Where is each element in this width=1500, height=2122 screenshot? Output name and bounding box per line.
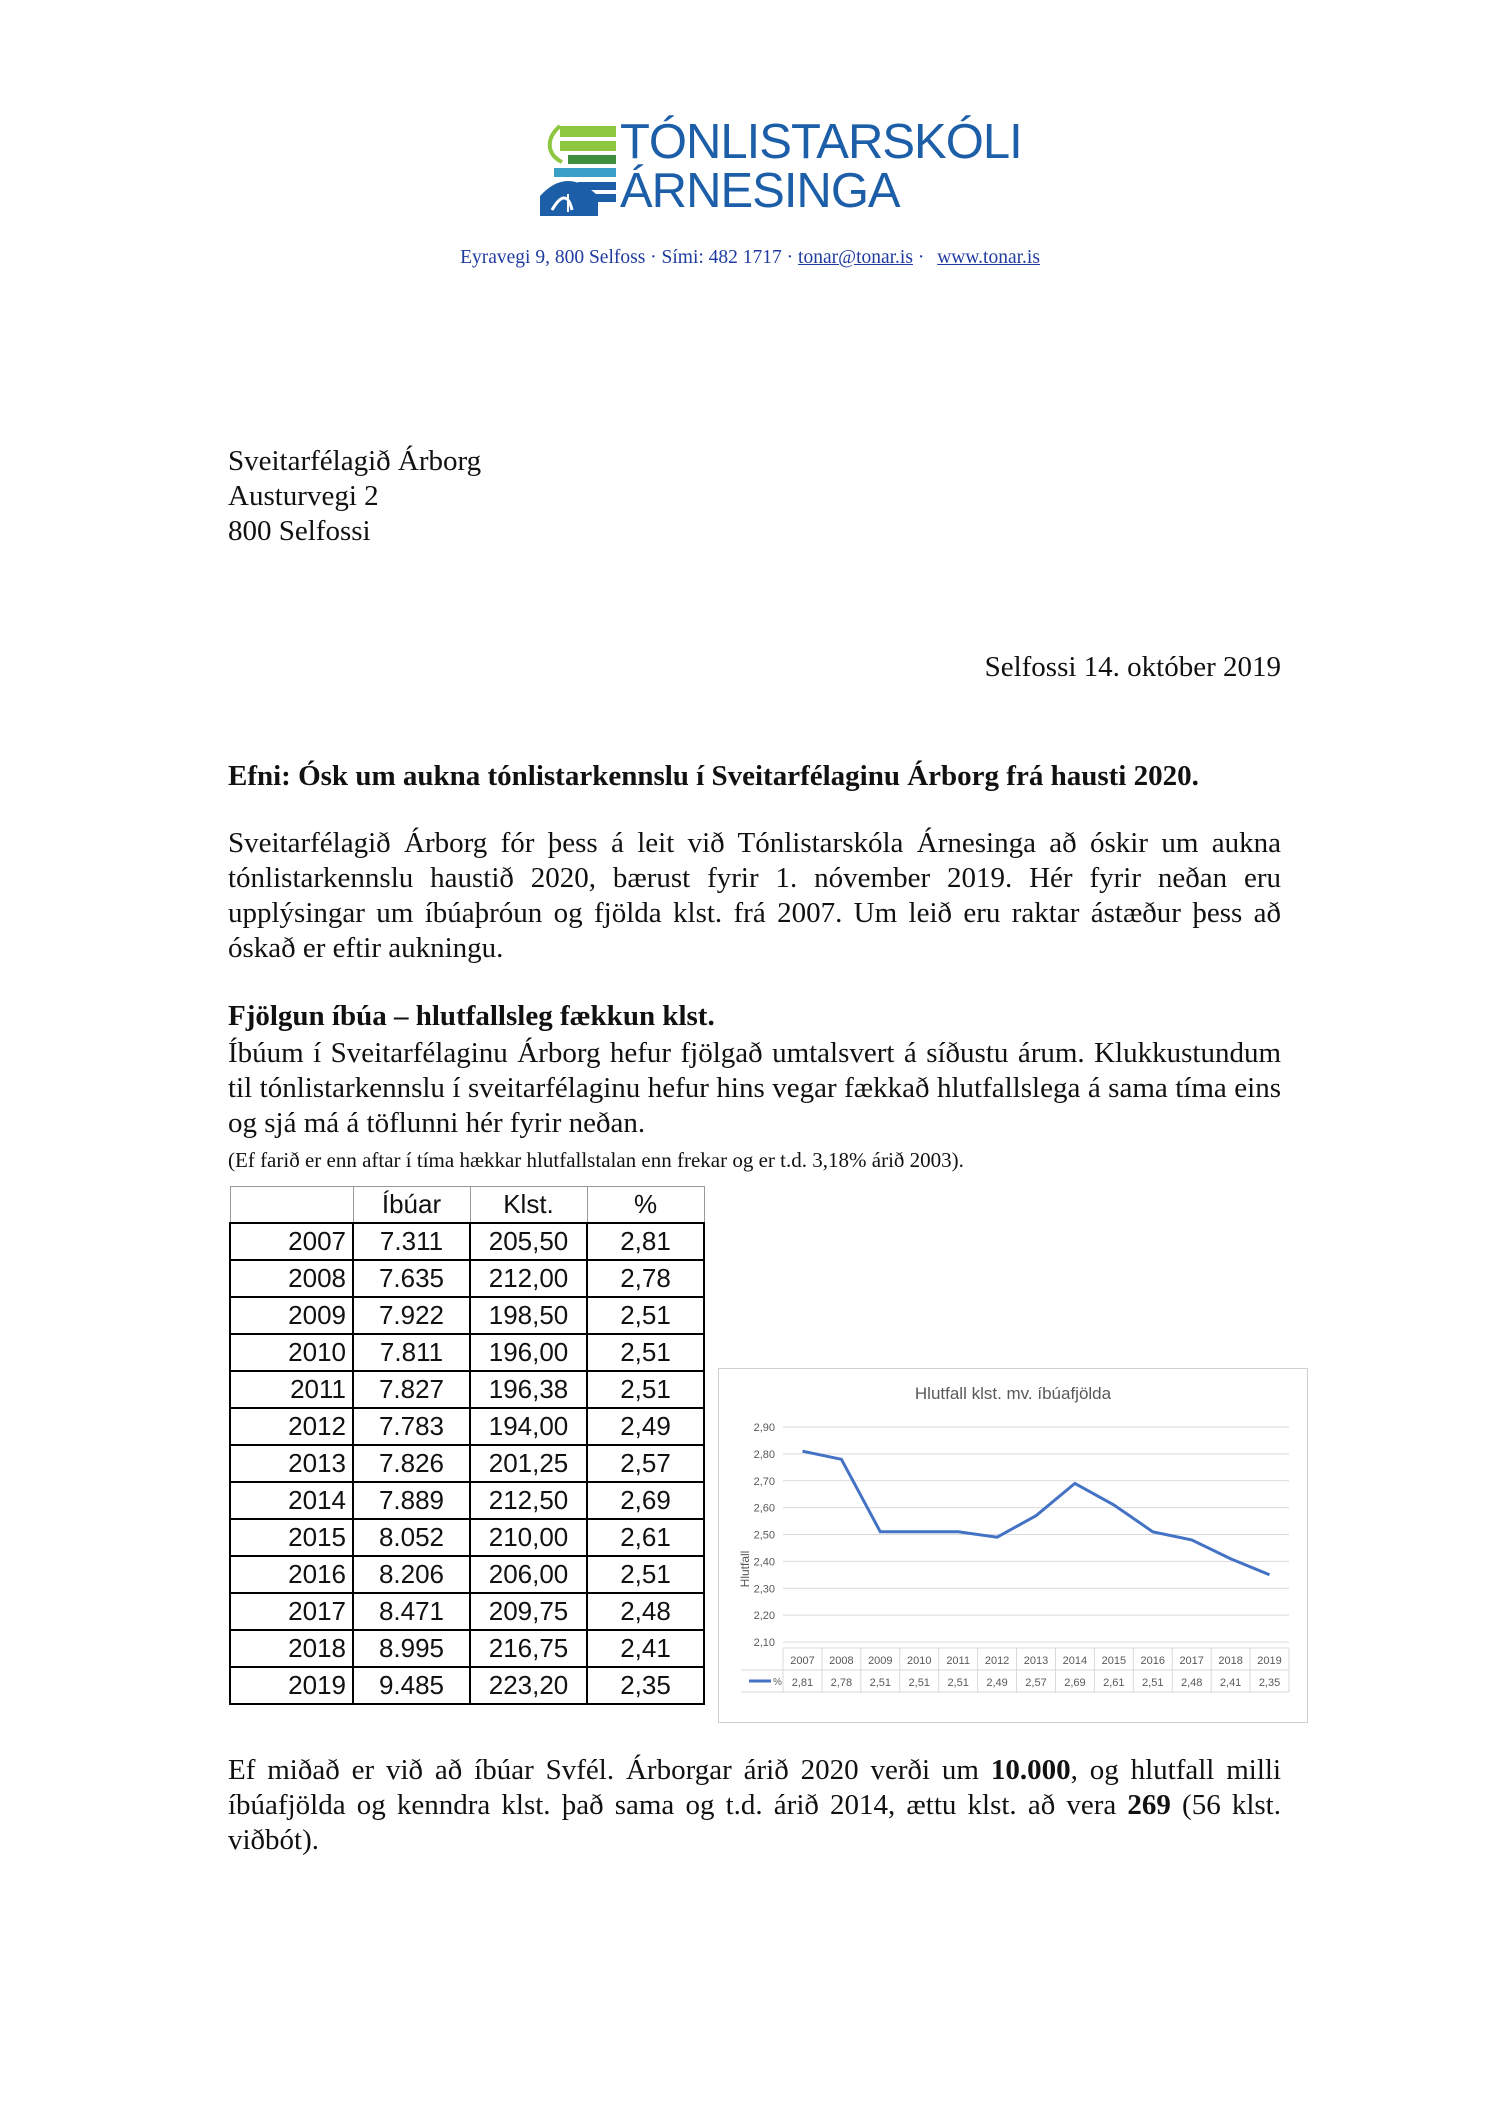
chart-data-label: 2,51 — [869, 1677, 892, 1689]
school-logo — [538, 115, 1022, 224]
table-cell-percent: 2,69 — [587, 1482, 704, 1519]
conclusion-population: 10.000 — [990, 1754, 1071, 1786]
table-cell-year: 2012 — [230, 1408, 353, 1445]
table-cell-year: 2007 — [230, 1223, 353, 1260]
table-header-year — [230, 1187, 353, 1224]
chart-ytick-label: 2,10 — [753, 1637, 775, 1649]
chart-ytick-label: 2,30 — [753, 1583, 775, 1596]
chart-xtick-label: 2008 — [829, 1655, 854, 1667]
table-row — [230, 1408, 704, 1445]
table-cell-percent: 2,51 — [587, 1297, 704, 1334]
website-link[interactable]: www.tonar.is — [937, 247, 1040, 268]
chart-xtick-label: 2014 — [1062, 1655, 1088, 1667]
chart-series-line — [803, 1451, 1270, 1575]
chart-xtick-label: 2016 — [1140, 1655, 1166, 1667]
table-cell-year: 2011 — [230, 1371, 353, 1408]
table-cell-residents: 7.826 — [353, 1445, 470, 1482]
table-cell-percent: 2,51 — [587, 1556, 704, 1593]
chart-title: Hlutfall klst. mv. íbúafjölda — [914, 1384, 1112, 1403]
chart-data-label: 2,41 — [1219, 1677, 1242, 1689]
chart-data-label: 2,78 — [830, 1677, 853, 1689]
paragraph-conclusion — [228, 1753, 1281, 1858]
table-cell-percent: 2,78 — [587, 1260, 704, 1297]
chart-ytick-label: 2,40 — [753, 1556, 775, 1569]
table-row — [230, 1445, 704, 1482]
table-cell-year: 2019 — [230, 1667, 353, 1704]
conclusion-hours: 269 — [1127, 1789, 1171, 1821]
table-cell-residents: 7.635 — [353, 1260, 470, 1297]
chart-xtick-label: 2007 — [790, 1655, 815, 1667]
table-cell-percent: 2,35 — [587, 1667, 704, 1704]
table-cell-hours: 196,38 — [470, 1371, 587, 1408]
table-cell-year: 2018 — [230, 1630, 353, 1667]
email-link[interactable]: tonar@tonar.is — [798, 247, 913, 268]
table-row — [230, 1593, 704, 1630]
table-cell-residents: 7.922 — [353, 1297, 470, 1334]
table-header-row — [230, 1187, 704, 1224]
table-cell-residents: 8.995 — [353, 1630, 470, 1667]
chart-xtick-label: 2012 — [984, 1655, 1010, 1667]
table-row — [230, 1223, 704, 1260]
chart-data-label: 2,49 — [986, 1677, 1008, 1689]
ratio-chart — [718, 1368, 1308, 1723]
conclusion-part3: (56 klst. viðbót). — [228, 1789, 1281, 1856]
table-cell-year: 2009 — [230, 1297, 353, 1334]
table-cell-hours: 210,00 — [470, 1519, 587, 1556]
table-cell-hours: 216,75 — [470, 1630, 587, 1667]
table-cell-year: 2016 — [230, 1556, 353, 1593]
chart-ytick-label: 2,90 — [753, 1422, 775, 1434]
chart-data-label: 2,57 — [1025, 1677, 1047, 1689]
table-cell-hours: 201,25 — [470, 1445, 587, 1482]
table-cell-residents: 7.311 — [353, 1223, 470, 1260]
table-cell-residents: 7.811 — [353, 1334, 470, 1371]
chart-data-label: 2,69 — [1064, 1677, 1086, 1689]
table-cell-hours: 212,50 — [470, 1482, 587, 1519]
chart-ylabel: Hlutfall — [738, 1550, 752, 1588]
contact-address: Eyravegi 9, 800 Selfoss · Sími: 482 1717 · — [460, 247, 799, 268]
chart-xtick-label: 2018 — [1218, 1655, 1243, 1667]
paragraph-note: (Ef farið er enn aftar í tíma hækkar hlutfallstalan enn frekar og er t.d. 3,18% árið 2003). — [228, 1148, 964, 1172]
table-cell-hours: 206,00 — [470, 1556, 587, 1593]
table-cell-hours: 209,75 — [470, 1593, 587, 1630]
table-header-residents: Íbúar — [353, 1187, 470, 1224]
table-cell-hours: 223,20 — [470, 1667, 587, 1704]
recipient-line1: Sveitarfélagið Árborg — [228, 445, 482, 477]
chart-xtick-label: 2017 — [1179, 1655, 1204, 1667]
table-cell-year: 2014 — [230, 1482, 353, 1519]
table-cell-year: 2008 — [230, 1260, 353, 1297]
chart-xtick-label: 2010 — [906, 1655, 932, 1667]
table-row — [230, 1519, 704, 1556]
table-cell-year: 2013 — [230, 1445, 353, 1482]
recipient-address — [228, 444, 481, 549]
chart-data-label: 2,35 — [1258, 1677, 1281, 1689]
chart-data-label: 2,51 — [1142, 1677, 1164, 1689]
school-name-line1: TÓNLISTARSKÓLI — [620, 115, 1022, 169]
table-cell-hours: 198,50 — [470, 1297, 587, 1334]
school-name-line2: ÁRNESINGA — [620, 164, 900, 218]
table-cell-residents: 9.485 — [353, 1667, 470, 1704]
table-cell-percent: 2,49 — [587, 1408, 704, 1445]
table-header-percent: % — [587, 1187, 704, 1224]
school-emblem-icon — [538, 124, 618, 216]
chart-legend-label: % — [773, 1677, 782, 1688]
table-cell-residents: 7.783 — [353, 1408, 470, 1445]
table-cell-percent: 2,41 — [587, 1630, 704, 1667]
table-cell-percent: 2,51 — [587, 1371, 704, 1408]
paragraph-intro: Sveitarfélagið Árborg fór þess á leit við Tónlistarskóla Árnesinga að óskir um aukna tónlistarkennslu haustið 2020, bærust fyrir 1. nóvember 2019. Hér fyrir neðan eru upplýsingar um íbúaþróun og fjölda klst. frá 2007. Um leið eru raktar ástæður þess að óskað er eftir aukningu. — [228, 827, 1281, 964]
chart-ytick-label: 2,80 — [753, 1448, 775, 1461]
conclusion-part2: , og hlutfall milli íbúafjölda og kenndra klst. það sama og t.d. árið 2014, ættu klst. að vera — [228, 1754, 1282, 1821]
table-cell-residents: 8.471 — [353, 1593, 470, 1630]
contact-separator: · — [912, 247, 930, 268]
table-cell-hours: 196,00 — [470, 1334, 587, 1371]
table-row — [230, 1630, 704, 1667]
chart-xtick-label: 2009 — [868, 1655, 893, 1667]
table-cell-year: 2017 — [230, 1593, 353, 1630]
table-row — [230, 1334, 704, 1371]
table-cell-percent: 2,61 — [587, 1519, 704, 1556]
chart-xtick-label: 2015 — [1101, 1655, 1127, 1667]
conclusion-part1: Ef miðað er við að íbúar Svfél. Árborgar árið 2020 verði um — [228, 1754, 991, 1786]
table-cell-hours: 212,00 — [470, 1260, 587, 1297]
letter-subject: Efni: Ósk um aukna tónlistarkennslu í Sveitarfélaginu Árborg frá hausti 2020. — [228, 760, 1199, 792]
chart-xtick-label: 2019 — [1257, 1655, 1282, 1667]
population-hours-table — [229, 1186, 705, 1705]
table-cell-residents: 8.206 — [353, 1556, 470, 1593]
chart-xtick-label: 2011 — [946, 1655, 970, 1667]
paragraph-population: Íbúum í Sveitarfélaginu Árborg hefur fjölgað umtalsvert á síðustu árum. Klukkustundum til tónlistarkennslu í sveitarfélaginu hefur hins vegar fækkað hlutfallslega á sama tíma eins og sjá má á töflunni hér fyrir neðan. — [228, 1037, 1281, 1139]
chart-data-label: 2,81 — [791, 1677, 814, 1689]
chart-ytick-label: 2,50 — [753, 1529, 775, 1542]
table-header-hours: Klst. — [470, 1187, 587, 1224]
table-cell-percent: 2,57 — [587, 1445, 704, 1482]
chart-data-label: 2,61 — [1103, 1677, 1125, 1689]
table-cell-hours: 194,00 — [470, 1408, 587, 1445]
contact-line — [0, 247, 1500, 269]
ratio-chart-svg — [719, 1369, 1307, 1722]
table-row — [230, 1482, 704, 1519]
table-cell-percent: 2,48 — [587, 1593, 704, 1630]
table-cell-hours: 205,50 — [470, 1223, 587, 1260]
table-cell-residents: 8.052 — [353, 1519, 470, 1556]
section-heading: Fjölgun íbúa – hlutfallsleg fækkun klst. — [228, 1000, 715, 1032]
recipient-line3: 800 Selfossi — [228, 515, 371, 547]
table-cell-percent: 2,51 — [587, 1334, 704, 1371]
table-row — [230, 1297, 704, 1334]
table-cell-residents: 7.827 — [353, 1371, 470, 1408]
recipient-line2: Austurvegi 2 — [228, 480, 379, 512]
table-row — [230, 1556, 704, 1593]
table-row — [230, 1260, 704, 1297]
chart-data-label: 2,51 — [947, 1677, 969, 1689]
chart-data-label: 2,51 — [908, 1677, 930, 1689]
chart-data-label: 2,48 — [1180, 1677, 1203, 1689]
table-cell-residents: 7.889 — [353, 1482, 470, 1519]
table-cell-year: 2010 — [230, 1334, 353, 1371]
chart-xtick-label: 2013 — [1023, 1655, 1049, 1667]
table-cell-percent: 2,81 — [587, 1223, 704, 1260]
letter-date: Selfossi 14. október 2019 — [984, 651, 1281, 683]
chart-ytick-label: 2,70 — [753, 1475, 775, 1488]
table-row — [230, 1667, 704, 1704]
table-cell-year: 2015 — [230, 1519, 353, 1556]
chart-ytick-label: 2,60 — [753, 1502, 775, 1515]
table-row — [230, 1371, 704, 1408]
chart-ytick-label: 2,20 — [753, 1610, 775, 1623]
